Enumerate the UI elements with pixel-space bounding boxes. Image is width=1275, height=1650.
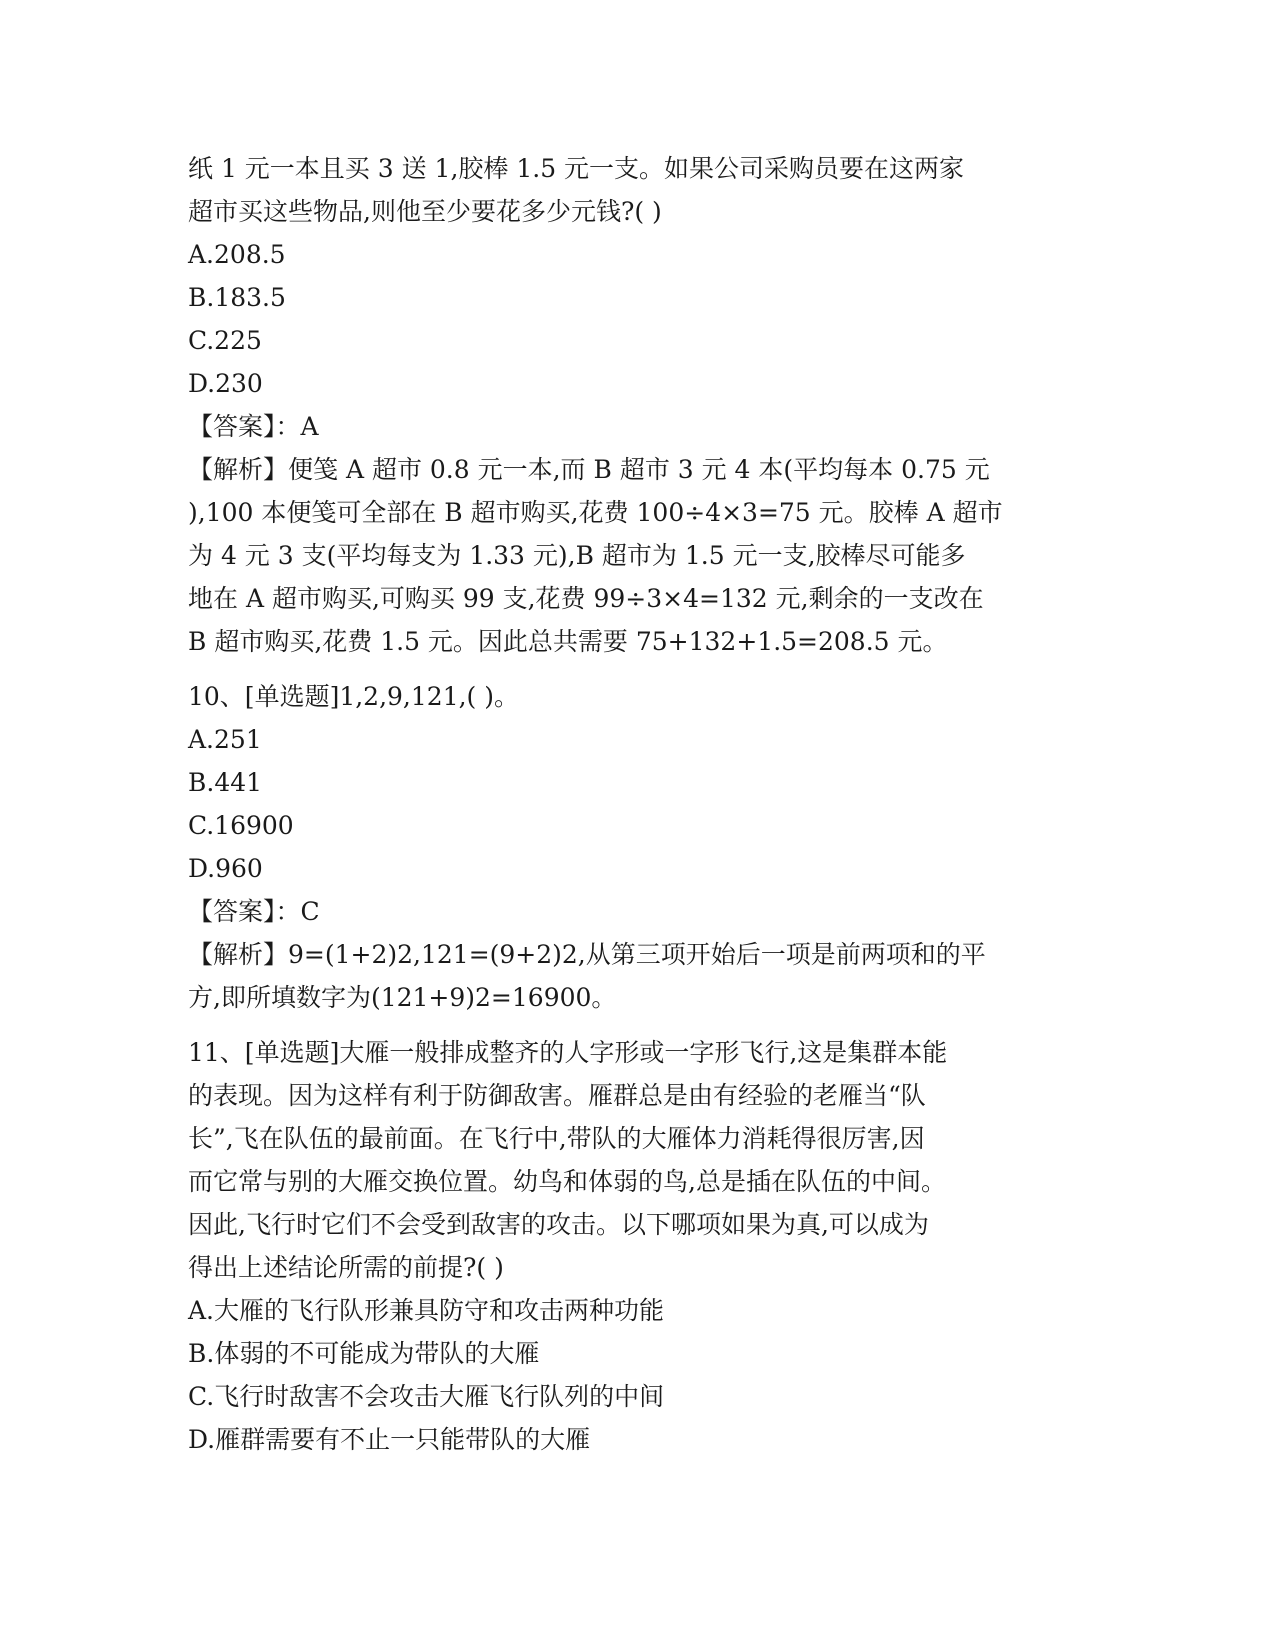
question-9: [188, 147, 1078, 663]
analysis-line: 为 4 元 3 支(平均每支为 1.33 元),B 超市为 1.5 元一支,胶棒尽可能多: [188, 541, 966, 570]
question-stem-line: 纸 1 元一本且买 3 送 1,胶棒 1.5 元一支。如果公司采购员要在这两家: [188, 154, 965, 183]
question-10: [188, 675, 1078, 1019]
question-stem-line: 长”,飞在队伍的最前面。在飞行中,带队的大雁体力消耗得很厉害,因: [188, 1124, 925, 1153]
analysis-line: B 超市购买,花费 1.5 元。因此总共需要 75+132+1.5=208.5 元。: [188, 627, 948, 656]
section-gap: [188, 1019, 1078, 1031]
option-c: C.飞行时敌害不会攻击大雁飞行队列的中间: [188, 1382, 665, 1411]
option-a: A.251: [188, 725, 262, 754]
option-d: D.960: [188, 854, 263, 883]
option-d: D.雁群需要有不止一只能带队的大雁: [188, 1425, 591, 1454]
document-content: [188, 147, 1078, 1461]
option-c: C.16900: [188, 811, 294, 840]
option-b: B.441: [188, 768, 263, 797]
option-d: D.230: [188, 369, 263, 398]
option-a: A.大雁的飞行队形兼具防守和攻击两种功能: [188, 1296, 665, 1325]
analysis-line: ),100 本便笺可全部在 B 超市购买,花费 100÷4×3=75 元。胶棒 A 超市: [188, 498, 1003, 527]
question-stem-line: 的表现。因为这样有利于防御敌害。雁群总是由有经验的老雁当“队: [188, 1081, 926, 1110]
answer-line: 【答案】：A: [188, 412, 319, 441]
analysis-line: 地在 A 超市购买,可购买 99 支,花费 99÷3×4=132 元,剩余的一支改在: [188, 584, 984, 613]
question-stem-line: 得出上述结论所需的前提?( ): [188, 1253, 504, 1282]
option-b: B.体弱的不可能成为带队的大雁: [188, 1339, 540, 1368]
question-11: [188, 1031, 1078, 1461]
question-stem-line: 11、[单选题]大雁一般排成整齐的人字形或一字形飞行,这是集群本能: [188, 1038, 948, 1067]
analysis-line: 方,即所填数字为(121+9)2=16900。: [188, 983, 617, 1012]
question-stem-line: 因此,飞行时它们不会受到敌害的攻击。以下哪项如果为真,可以成为: [188, 1210, 929, 1239]
option-a: A.208.5: [188, 240, 286, 269]
section-gap: [188, 663, 1078, 675]
analysis-line: 【解析】便笺 A 超市 0.8 元一本,而 B 超市 3 元 4 本(平均每本 0.75 元: [188, 455, 990, 484]
answer-line: 【答案】：C: [188, 897, 320, 926]
option-c: C.225: [188, 326, 262, 355]
question-stem-line: 而它常与别的大雁交换位置。幼鸟和体弱的鸟,总是插在队伍的中间。: [188, 1167, 946, 1196]
question-stem-line: 超市买这些物品,则他至少要花多少元钱?( ): [188, 197, 662, 226]
option-b: B.183.5: [188, 283, 286, 312]
question-stem-line: 10、[单选题]1,2,9,121,( )。: [188, 682, 519, 711]
analysis-line: 【解析】9=(1+2)2,121=(9+2)2,从第三项开始后一项是前两项和的平: [188, 940, 986, 969]
